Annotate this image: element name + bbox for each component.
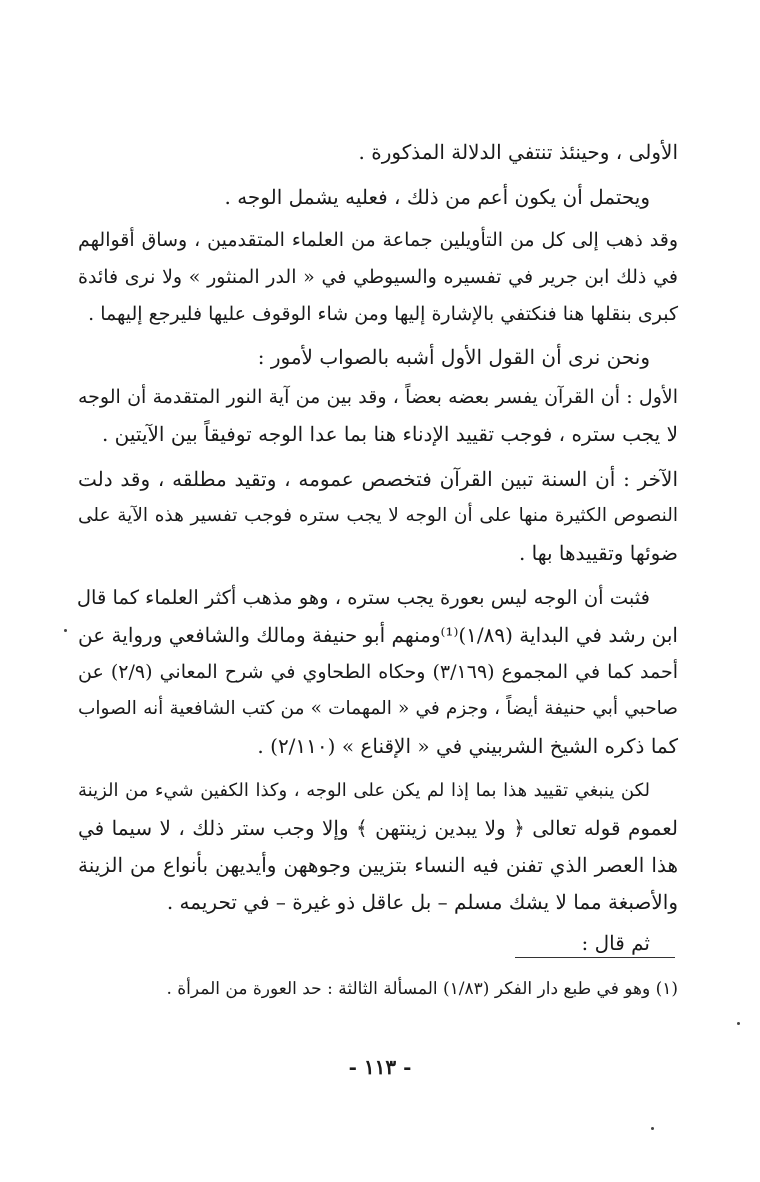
text-line-19: هذا العصر الذي تفنن فيه النساء بتزيين وجوههن وأيديهن بأنواع من الزينة: [78, 853, 678, 877]
text-line-13: ابن رشد في البداية (١/٨٩)⁽¹⁾ومنهم أبو حنيفة ومالك والشافعي ورواية عن: [78, 623, 678, 647]
scan-speck: [64, 629, 67, 632]
text-line-21: ثم قال :: [581, 931, 650, 955]
text-line-9: الآخر : أن السنة تبين القرآن فتخصص عمومه ، وتقيد مطلقه ، وقد دلت: [78, 467, 678, 491]
text-line-16: كما ذكره الشيخ الشربيني في « الإقناع » (٢/١١٠) .: [257, 734, 678, 758]
footnote-separator: [515, 957, 675, 958]
text-line-12: فثبت أن الوجه ليس بعورة يجب ستره ، وهو مذهب أكثر العلماء كما قال: [76, 586, 650, 609]
footnote: (١) وهو في طبع دار الفكر (١/٨٣) المسألة الثالثة : حد العورة من المرأة .: [166, 979, 678, 999]
scan-speck: [737, 1022, 740, 1025]
text-line-5: كبرى بنقلها هنا فنكتفي بالإشارة إليها ومن شاء الوقوف عليها فليرجع إليهما .: [88, 303, 678, 325]
page-number: - ١١٣ -: [348, 1055, 412, 1079]
text-line-14: أحمد كما في المجموع (٣/١٦٩) وحكاه الطحاوي في شرح المعاني (٢/٩) عن: [78, 661, 678, 683]
text-line-1: الأولى ، وحينئذ تنتفي الدلالة المذكورة .: [358, 140, 678, 164]
text-line-8: لا يجب ستره ، فوجب تقييد الإدناء هنا بما عدا الوجه توفيقاً بين الآيتين .: [101, 422, 678, 446]
text-line-6: ونحن نرى أن القول الأول أشبه بالصواب لأمور :: [257, 345, 650, 369]
text-line-18: لعموم قوله تعالى ﴿ ولا يبدين زينتهن ﴾ وإلا وجب ستر ذلك ، لا سيما في: [78, 816, 678, 840]
text-line-10: النصوص الكثيرة منها على أن الوجه لا يجب ستره فوجب تفسير هذه الآية على: [78, 505, 678, 526]
text-line-11: ضوئها وتقييدها بها .: [518, 541, 678, 565]
text-line-7: الأول : أن القرآن يفسر بعضه بعضاً ، وقد بين من آية النور المتقدمة أن الوجه: [78, 386, 678, 408]
text-line-17: لكن ينبغي تقييد هذا بما إذا لم يكن على الوجه ، وكذا الكفين شيء من الزينة: [78, 780, 650, 801]
text-line-3: وقد ذهب إلى كل من التأويلين جماعة من العلماء المتقدمين ، وساق أقوالهم: [78, 229, 678, 251]
text-line-15: صاحبي أبي حنيفة أيضاً ، وجزم في « المهمات » من كتب الشافعية أنه الصواب: [78, 698, 678, 719]
text-line-4: في ذلك ابن جرير في تفسيره والسيوطي في « الدر المنثور » ولا نرى فائدة: [78, 266, 678, 288]
scan-speck: [651, 1127, 654, 1130]
text-line-20: والأصبغة مما لا يشك مسلم – بل عاقل ذو غيرة – في تحريمه .: [166, 890, 678, 914]
text-line-2: ويحتمل أن يكون أعم من ذلك ، فعليه يشمل الوجه .: [224, 185, 650, 209]
